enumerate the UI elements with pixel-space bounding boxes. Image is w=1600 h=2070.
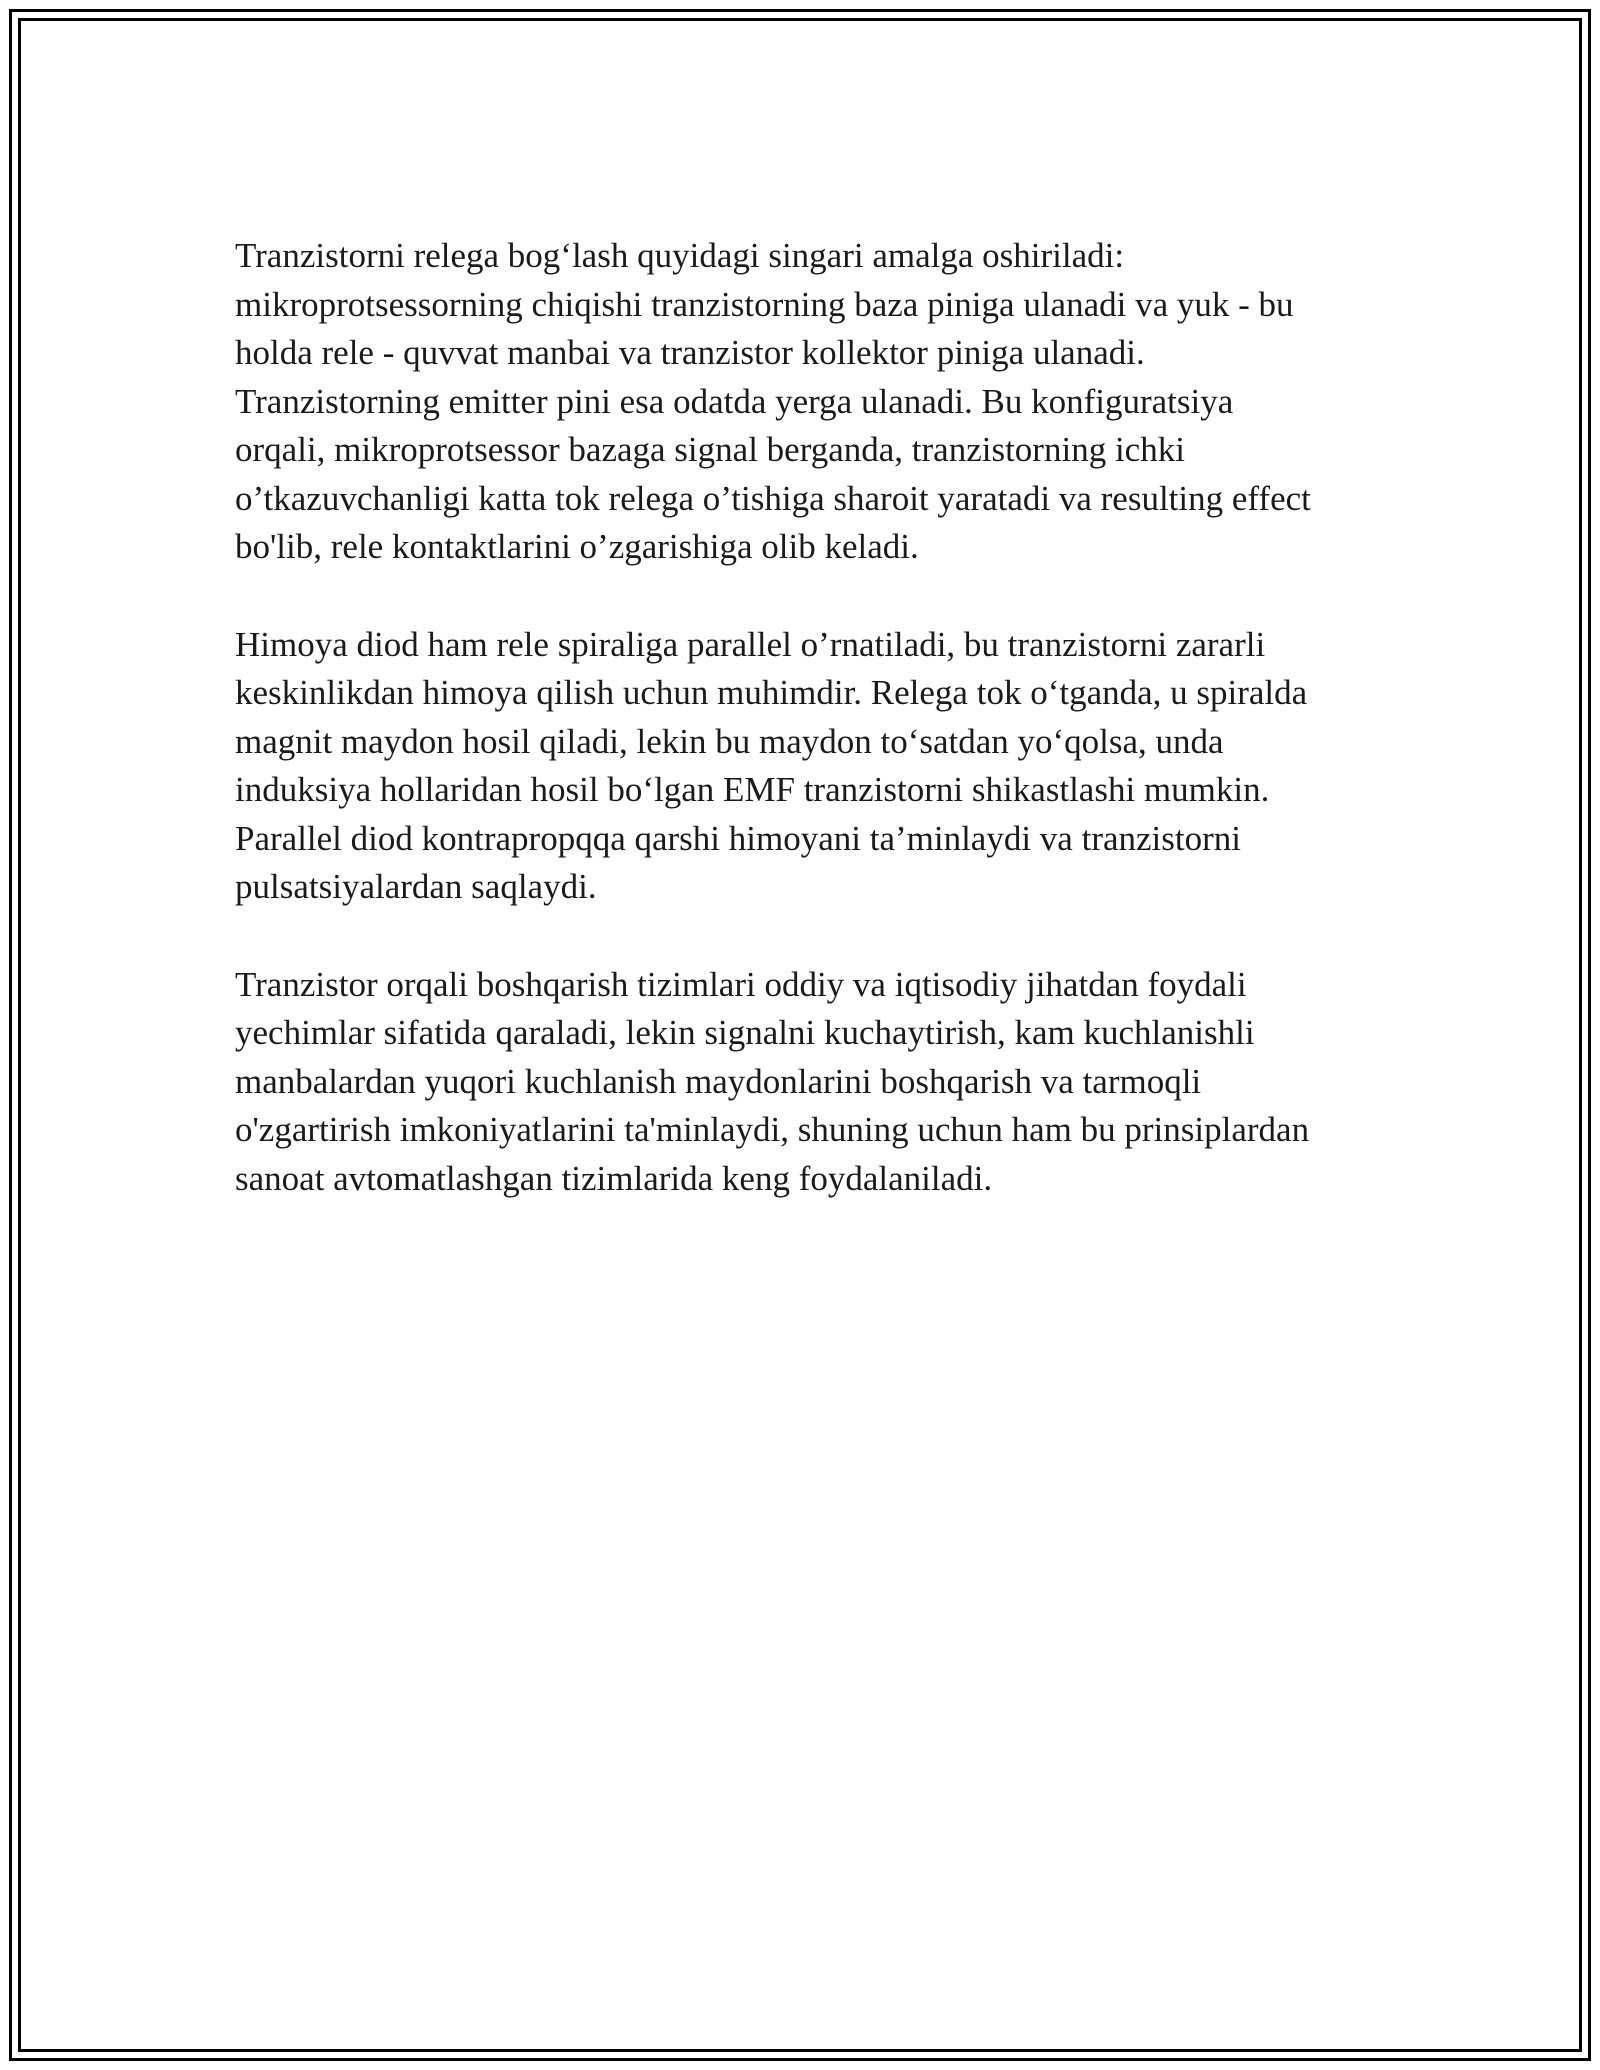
paragraph-relay-connection: Tranzistorni relega bog‘lash quyidagi singari amalga oshiriladi: mikroprotsessorning chiqishi tranzistorning baza piniga ulanadi va yuk - bu holda rele - quvvat manbai va tranzistor kollektor piniga ulanadi. Tranzistorning emitter pini esa odatda yerga ulanadi. Bu konfiguratsiya orqali, mikroprotsessor bazaga signal berganda, tranzistorning ichki o’tkazuvchanligi katta tok relega o’tishiga sharoit yaratadi va resulting effect bo'lib, rele kontaktlarini o’zgarishiga olib keladi. bbox=[235, 236, 1311, 566]
paragraph-control-systems: Tranzistor orqali boshqarish tizimlari oddiy va iqtisodiy jihatdan foydali yechimlar sifatida qaraladi, lekin signalni kuchaytirish, kam kuchlanishli manbalardan yuqori kuchlanish maydonlarini boshqarish va tarmoqli o'zgartirish imkoniyatlarini ta'minlaydi, shuning uchun ham bu prinsiplardan sanoat avtomatlashgan tizimlarida keng foydalaniladi. bbox=[235, 964, 1310, 1198]
paragraph-protection-diode: Himoya diod ham rele spiraliga parallel o’rnatiladi, bu tranzistorni zararli keskinlikdan himoya qilish uchun muhimdir. Relega tok o‘tganda, u spiralda magnit maydon hosil qiladi, lekin bu maydon to‘satdan yo‘qolsa, unda induksiya hollaridan hosil bo‘lgan EMF tranzistorni shikastlashi mumkin. Parallel diod kontrapropqqa qarshi himoyani ta’minlaydi va tranzistorni pulsatsiyalardan saqlaydi. bbox=[235, 624, 1308, 906]
document-body bbox=[235, 232, 1385, 1252]
